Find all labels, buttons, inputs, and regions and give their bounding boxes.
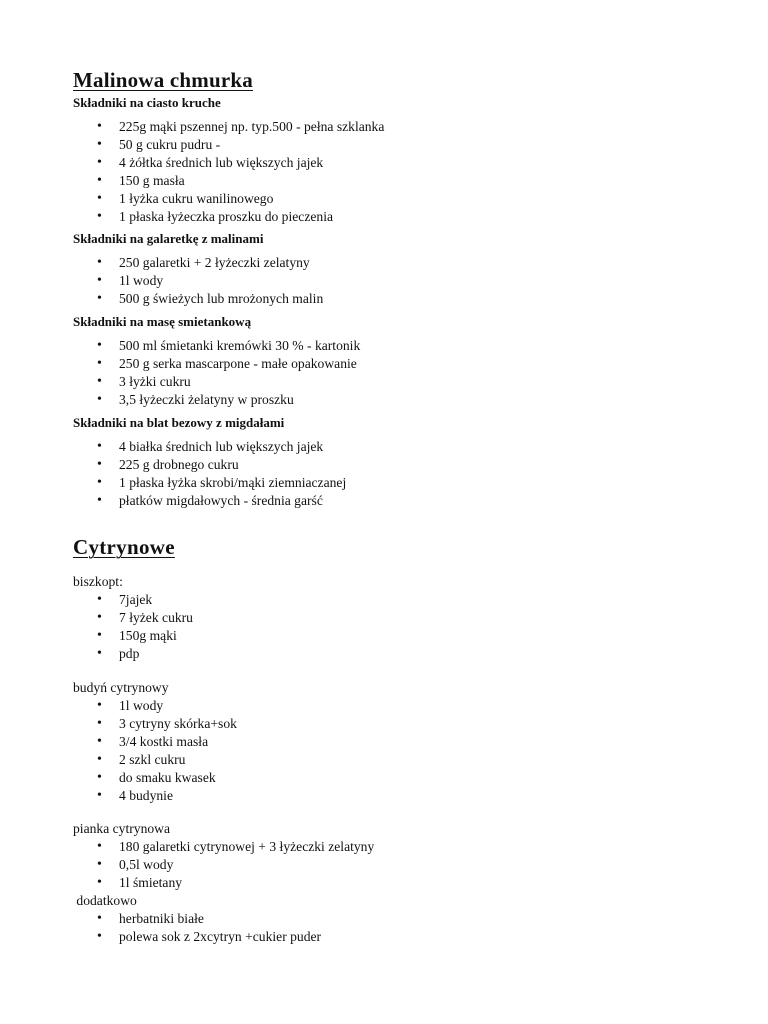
ingredient-list-galaretka — [73, 254, 713, 308]
recipe-title-malinowa-chmurka: Malinowa chmurka — [73, 68, 253, 92]
list-item: • 225g mąki pszennej np. typ.500 - pełna szklanka — [73, 118, 713, 136]
list-item: • 2 szkl cukru — [73, 751, 713, 769]
list-item: • 250 galaretki + 2 łyżeczki zelatyny — [73, 254, 713, 272]
list-item: • 50 g cukru pudru - — [73, 136, 713, 154]
list-item: • 7jajek — [73, 591, 713, 609]
list-item: • 250 g serka mascarpone - małe opakowanie — [73, 355, 713, 373]
list-item: • 3 cytryny skórka+sok — [73, 715, 713, 733]
ingredient-list-biszkopt — [73, 591, 713, 663]
section-label-pianka: pianka cytrynowa — [73, 821, 171, 837]
ingredient-list-masa-smietankowa — [73, 337, 713, 409]
list-item: • 1 płaska łyżeczka proszku do pieczenia — [73, 208, 713, 226]
list-item: • 1l wody — [73, 272, 713, 290]
list-item: • 3/4 kostki masła — [73, 733, 713, 751]
section-heading-galaretka: Składniki na galaretkę z malinami — [73, 231, 264, 247]
list-item: • 3,5 łyżeczki żelatyny w proszku — [73, 391, 713, 409]
ingredient-list-dodatkowo — [73, 910, 713, 946]
list-item: • 1l śmietany — [73, 874, 713, 892]
list-item: • do smaku kwasek — [73, 769, 713, 787]
list-item: • 500 ml śmietanki kremówki 30 % - kartonik — [73, 337, 713, 355]
list-item: • herbatniki białe — [73, 910, 713, 928]
list-item: • 225 g drobnego cukru — [73, 456, 713, 474]
list-item: • 4 żółtka średnich lub większych jajek — [73, 154, 713, 172]
ingredient-list-budyn — [73, 697, 713, 804]
list-item: • 1 łyżka cukru wanilinowego — [73, 190, 713, 208]
list-item: • 1 płaska łyżka skrobi/mąki ziemniaczanej — [73, 474, 713, 492]
section-heading-masa-smietankowa: Składniki na masę smietankową — [73, 314, 252, 330]
section-label-budyn: budyń cytrynowy — [73, 680, 169, 696]
ingredient-list-blat-bezowy — [73, 438, 713, 510]
section-label-dodatkowo: dodatkowo — [73, 893, 137, 909]
list-item: • 500 g świeżych lub mrożonych malin — [73, 290, 713, 308]
ingredient-list-pianka — [73, 838, 713, 892]
list-item: • 1l wody — [73, 697, 713, 715]
ingredient-list-ciasto-kruche — [73, 118, 713, 225]
list-item: • 4 budynie — [73, 787, 713, 805]
list-item: • 150g mąki — [73, 627, 713, 645]
list-item: • płatków migdałowych - średnia garść — [73, 492, 713, 510]
list-item: • 3 łyżki cukru — [73, 373, 713, 391]
list-item: • pdp — [73, 645, 713, 663]
list-item: • 180 galaretki cytrynowej + 3 łyżeczki zelatyny — [73, 838, 713, 856]
list-item: • 150 g masła — [73, 172, 713, 190]
list-item: • 4 białka średnich lub większych jajek — [73, 438, 713, 456]
section-heading-ciasto-kruche: Składniki na ciasto kruche — [73, 95, 221, 110]
list-item: • 7 łyżek cukru — [73, 609, 713, 627]
section-heading-blat-bezowy: Składniki na blat bezowy z migdałami — [73, 414, 285, 430]
list-item: • 0,5l wody — [73, 856, 713, 874]
recipe-title-cytrynowe: Cytrynowe — [73, 535, 175, 560]
section-label-biszkopt: biszkopt: — [73, 574, 123, 590]
list-item: • polewa sok z 2xcytryn +cukier puder — [73, 928, 713, 946]
document-page — [73, 66, 713, 946]
